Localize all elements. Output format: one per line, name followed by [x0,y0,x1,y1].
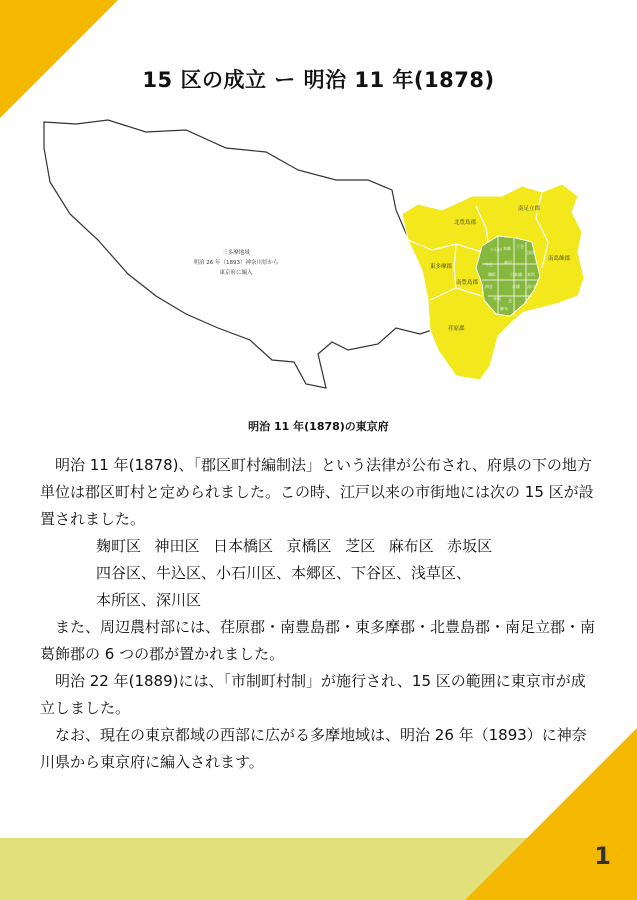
ward-label: 日本橋 [510,272,522,277]
ward-name: 麹町区 [96,537,142,555]
map-label-kitatoshima: 北豊島郡 [454,220,477,226]
ward-label: 深川 [527,284,535,289]
wards-line-2: 四谷区、牛込区、小石川区、本郷区、下谷区、浅草区、 [96,564,472,582]
corner-decoration-top-left [0,0,118,118]
ward-label: 京橋 [512,284,520,289]
ward-label: 牛込 [485,262,493,267]
map-label-higashitama: 東多摩郡 [430,264,453,270]
ward-label: 麹町 [488,272,496,277]
ward-label: 本郷 [503,246,511,251]
ward-label: 神田 [504,260,512,265]
ward-name: 芝区 [345,537,376,555]
ward-label: 麻布 [500,306,508,311]
wards-line-1 [40,533,600,560]
ward-label: 本所 [527,272,535,277]
ward-name: 神田区 [154,537,200,555]
ward-name: 京橋区 [286,537,332,555]
ward-name: 麻布区 [388,537,434,555]
map-note-line: 東京府に編入 [219,270,253,276]
map-label-minamitoshima: 南豊島郡 [456,280,479,286]
ward-label: 四谷 [485,284,493,289]
wards-line-3: 本所区、深川区 [96,591,202,609]
ward-name: 日本橋区 [213,537,274,555]
ward-label: 小石川 [490,247,502,252]
body-text [40,452,600,776]
map-label-ebara: 荏原郡 [448,326,465,332]
page-title: 15 区の成立 ー 明治 11 年(1878) [142,68,495,93]
paragraph-4: なお、現在の東京都域の西部に広がる多摩地域は、明治 26 年（1893）に神奈川県から東京府に編入されます。 [40,726,587,771]
ward-name: 赤坂区 [447,537,493,555]
map-caption: 明治 11 年(1878)の東京府 [248,420,389,433]
ward-label: 下谷 [516,244,524,249]
paragraph-1: 明治 11 年(1878)、「郡区町村編制法」という法律が公布され、府県の下の地方単位は郡区町村と定められました。この時、江戸以来の市街地には次の 15 区が設置されました。 [40,456,594,528]
page-number: 1 [594,842,611,870]
map-label-minamikatsushika: 南葛飾郡 [548,256,571,262]
paragraph-3: 明治 22 年(1889)には、「市制町村制」が施行され、15 区の範囲に東京市が成立しました。 [40,672,586,717]
ward-label: 芝 [508,298,512,303]
map-label-minamiadachi: 南足立郡 [518,206,541,212]
paragraph-2: また、周辺農村部には、荏原郡・南豊島郡・東多摩郡・北豊島郡・南足立郡・南葛飾郡の 6 つの郡が置かれました。 [40,618,596,663]
ward-label: 赤坂 [493,296,501,301]
map-note-line: 三多摩地域 [222,250,250,256]
tokyo-1878-map [36,118,596,400]
map-note-line: 明治 26 年（1893）神奈川県から [193,260,279,266]
ward-label: 浅草 [527,250,535,255]
